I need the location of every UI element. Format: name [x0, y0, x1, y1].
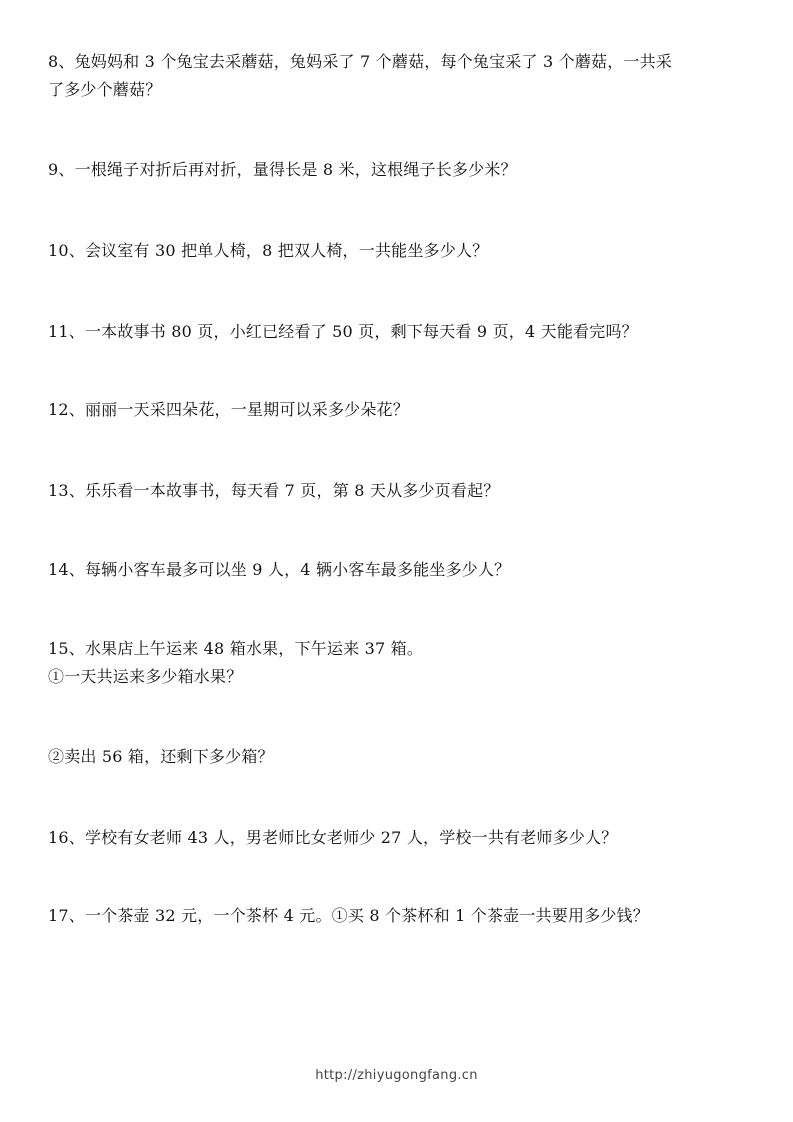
question-15-part-1: ①一天共运来多少箱水果？ — [48, 667, 243, 686]
question-8-line-1: 8、兔妈妈和 3 个兔宝去采蘑菇，兔妈采了 7 个蘑菇，每个兔宝采了 3 个蘑菇，一共采 — [48, 52, 673, 71]
question-13: 13、乐乐看一本故事书，每天看 7 页，第 8 天从多少页看起？ — [48, 481, 500, 500]
question-14: 14、每辆小客车最多可以坐 9 人，4 辆小客车最多能坐多少人？ — [48, 560, 511, 579]
question-8-line-2: 了多少个蘑菇？ — [48, 80, 162, 99]
footer-url: http://zhiyugongfang.cn — [315, 1068, 478, 1083]
question-10: 10、会议室有 30 把单人椅，8 把双人椅，一共能坐多少人？ — [48, 241, 489, 260]
question-15-stem: 15、水果店上午运来 48 箱水果，下午运来 37 箱。 — [48, 639, 424, 658]
question-16: 16、学校有女老师 43 人，男老师比女老师少 27 人，学校一共有老师多少人？ — [48, 828, 618, 847]
question-11: 11、一本故事书 80 页，小红已经看了 50 页，剩下每天看 9 页，4 天能看完吗？ — [48, 322, 638, 341]
question-15-part-2: ②卖出 56 箱，还剩下多少箱？ — [48, 747, 274, 766]
question-12: 12、丽丽一天采四朵花，一星期可以采多少朵花？ — [48, 400, 409, 419]
question-9: 9、一根绳子对折后再对折，量得长是 8 米，这根绳子长多少米？ — [48, 160, 517, 179]
question-17: 17、一个茶壶 32 元，一个茶杯 4 元。①买 8 个茶杯和 1 个茶壶一共要用多少钱？ — [48, 906, 649, 925]
